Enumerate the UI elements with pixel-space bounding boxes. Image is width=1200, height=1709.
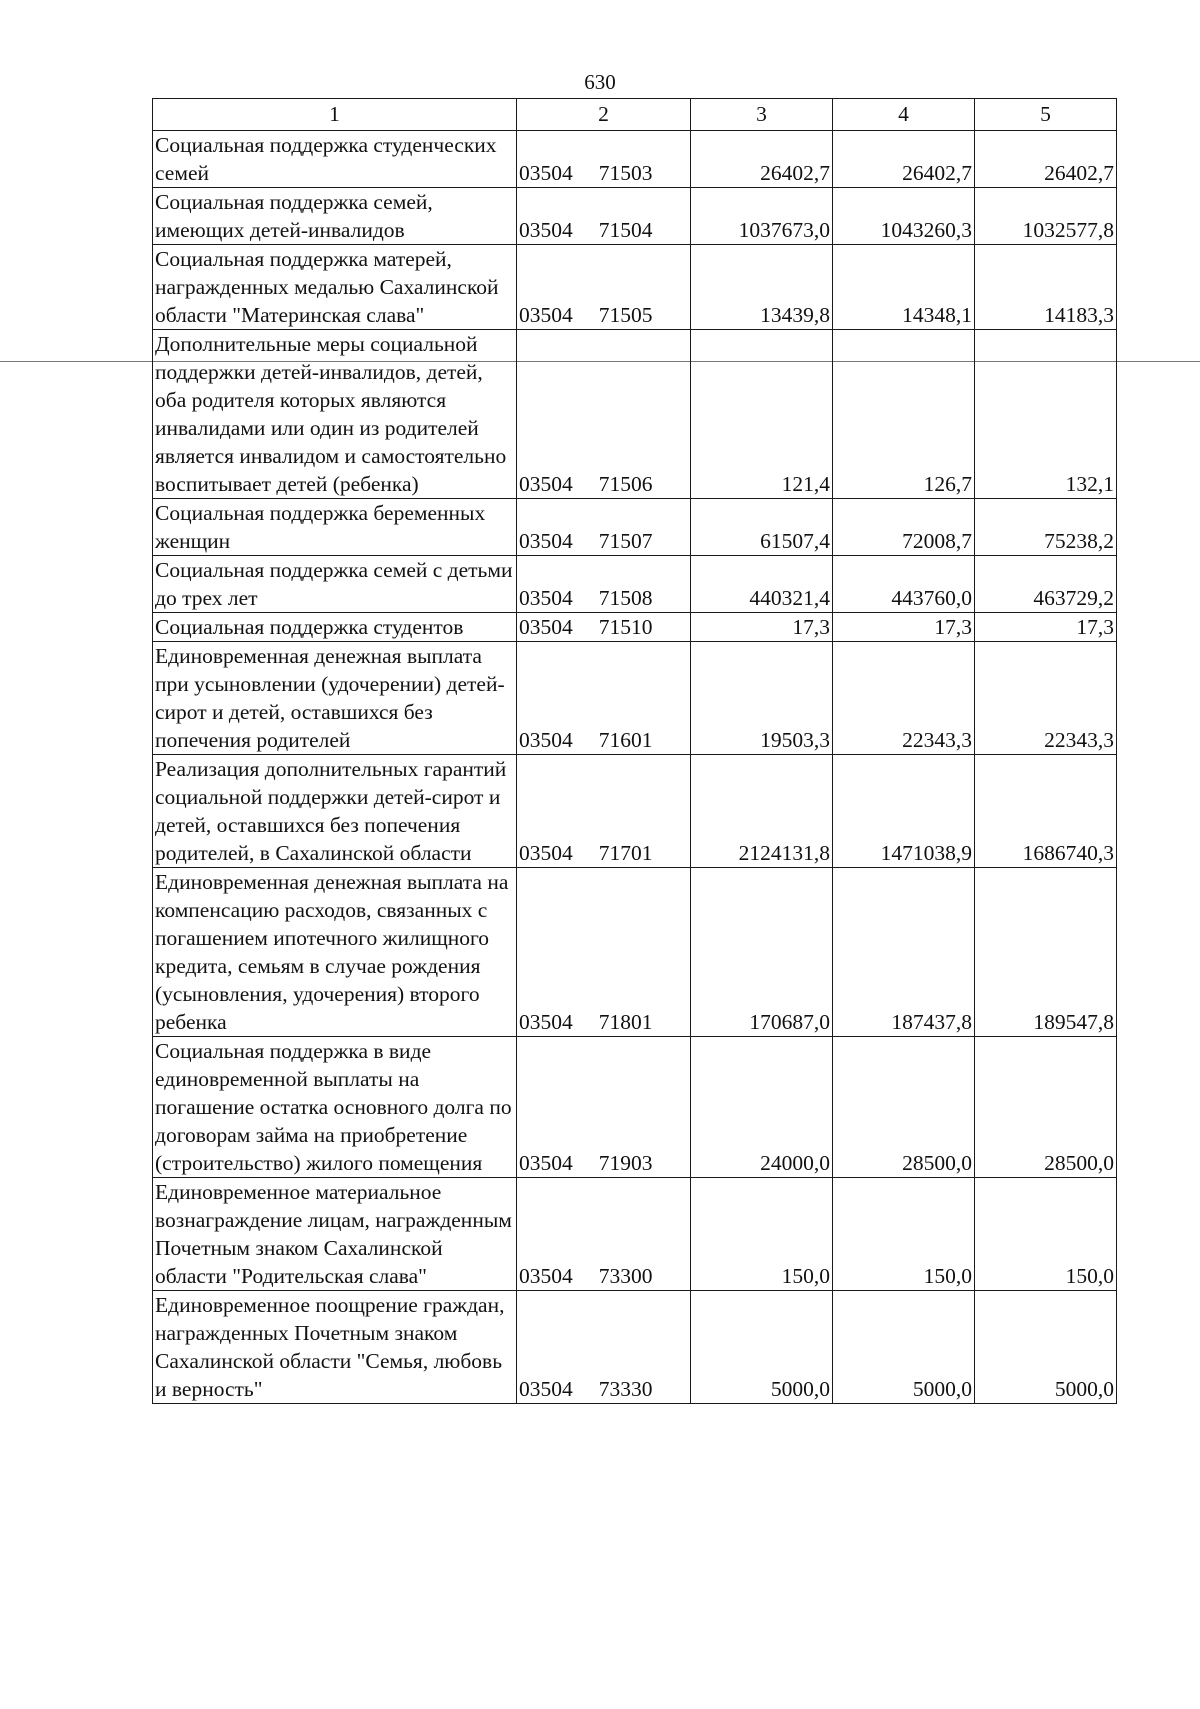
value-v5: 17,3 [975, 613, 1117, 642]
code-section: 03504 [519, 1151, 573, 1175]
value-v3: 121,4 [691, 330, 833, 499]
value-v4: 126,7 [833, 330, 975, 499]
value-v3: 19503,3 [691, 642, 833, 755]
column-header: 5 [975, 99, 1117, 131]
value-v4: 28500,0 [833, 1037, 975, 1178]
value-v4: 14348,1 [833, 245, 975, 330]
row-name: Дополнительные меры социальной поддержки детей-инвалидов, детей, оба родителя которых являются инвалидами или один из родителей является инвалидом и самостоятельно воспитывает детей (ребенка) [153, 330, 517, 499]
row-name: Реализация дополнительных гарантий социальной поддержки детей-сирот и детей, оставшихся без попечения родителей, в Сахалинской области [153, 755, 517, 868]
table-row [153, 868, 1117, 1037]
value-v4: 187437,8 [833, 868, 975, 1037]
value-v3: 24000,0 [691, 1037, 833, 1178]
code-section: 03504 [519, 841, 573, 865]
row-code [517, 642, 691, 755]
value-v4: 17,3 [833, 613, 975, 642]
table-row [153, 131, 1117, 188]
value-v4: 22343,3 [833, 642, 975, 755]
table-row [153, 245, 1117, 330]
value-v3: 61507,4 [691, 499, 833, 556]
row-name: Социальная поддержка студенческих семей [153, 131, 517, 188]
value-v5: 132,1 [975, 330, 1117, 499]
code-article: 71701 [598, 841, 653, 865]
table-row [153, 613, 1117, 642]
row-name: Социальная поддержка матерей, награжденных медалью Сахалинской области "Материнская слава" [153, 245, 517, 330]
code-article: 71505 [598, 303, 653, 327]
code-section: 03504 [519, 728, 573, 752]
code-article: 71504 [598, 218, 653, 242]
row-name: Социальная поддержка студентов [153, 613, 517, 642]
code-section: 03504 [519, 529, 573, 553]
value-v4: 1471038,9 [833, 755, 975, 868]
value-v5: 28500,0 [975, 1037, 1117, 1178]
row-name: Единовременная денежная выплата при усыновлении (удочерении) детей-сирот и детей, оставшихся без попечения родителей [153, 642, 517, 755]
table-row [153, 188, 1117, 245]
code-article: 71507 [598, 529, 653, 553]
code-article: 71510 [598, 615, 653, 639]
code-section: 03504 [519, 1010, 573, 1034]
table-body [153, 131, 1117, 1404]
value-v4: 150,0 [833, 1178, 975, 1291]
row-code [517, 499, 691, 556]
table-row [153, 499, 1117, 556]
row-code [517, 131, 691, 188]
value-v5: 75238,2 [975, 499, 1117, 556]
code-article: 73330 [598, 1377, 653, 1401]
code-section: 03504 [519, 1264, 573, 1288]
code-section: 03504 [519, 303, 573, 327]
value-v5: 1686740,3 [975, 755, 1117, 868]
table-row [153, 1178, 1117, 1291]
value-v5: 189547,8 [975, 868, 1117, 1037]
row-code [517, 188, 691, 245]
value-v3: 2124131,8 [691, 755, 833, 868]
row-name: Социальная поддержка в виде единовременной выплаты на погашение остатка основного долга по договорам займа на приобретение (строительство) жилого помещения [153, 1037, 517, 1178]
page-number: 630 [584, 70, 616, 94]
value-v5: 1032577,8 [975, 188, 1117, 245]
table-row [153, 1037, 1117, 1178]
row-code [517, 1037, 691, 1178]
code-article: 71903 [598, 1151, 653, 1175]
row-name: Единовременное материальное вознаграждение лицам, награжденным Почетным знаком Сахалинской области "Родительская слава" [153, 1178, 517, 1291]
row-name: Единовременная денежная выплата на компенсацию расходов, связанных с погашением ипотечного жилищного кредита, семьям в случае рождения (усыновления, удочерения) второго ребенка [153, 868, 517, 1037]
value-v5: 463729,2 [975, 556, 1117, 613]
budget-table [152, 98, 1117, 1404]
code-section: 03504 [519, 161, 573, 185]
value-v4: 26402,7 [833, 131, 975, 188]
column-header: 3 [691, 99, 833, 131]
code-article: 71506 [598, 472, 653, 496]
value-v5: 5000,0 [975, 1291, 1117, 1404]
table-row [153, 755, 1117, 868]
value-v3: 150,0 [691, 1178, 833, 1291]
row-code [517, 1178, 691, 1291]
column-header: 2 [517, 99, 691, 131]
value-v3: 1037673,0 [691, 188, 833, 245]
code-section: 03504 [519, 218, 573, 242]
value-v4: 72008,7 [833, 499, 975, 556]
code-section: 03504 [519, 472, 573, 496]
value-v5: 26402,7 [975, 131, 1117, 188]
row-code [517, 556, 691, 613]
value-v4: 443760,0 [833, 556, 975, 613]
row-name: Социальная поддержка беременных женщин [153, 499, 517, 556]
row-code [517, 755, 691, 868]
table-row [153, 330, 1117, 499]
code-section: 03504 [519, 586, 573, 610]
value-v5: 14183,3 [975, 245, 1117, 330]
value-v3: 440321,4 [691, 556, 833, 613]
code-article: 73300 [598, 1264, 653, 1288]
value-v4: 5000,0 [833, 1291, 975, 1404]
code-section: 03504 [519, 1377, 573, 1401]
value-v5: 22343,3 [975, 642, 1117, 755]
table-row [153, 556, 1117, 613]
value-v3: 13439,8 [691, 245, 833, 330]
value-v3: 26402,7 [691, 131, 833, 188]
value-v5: 150,0 [975, 1178, 1117, 1291]
row-name: Социальная поддержка семей, имеющих детей-инвалидов [153, 188, 517, 245]
value-v4: 1043260,3 [833, 188, 975, 245]
table-row [153, 1291, 1117, 1404]
code-article: 71508 [598, 586, 653, 610]
row-code [517, 613, 691, 642]
row-code [517, 245, 691, 330]
table-row [153, 642, 1117, 755]
column-header: 1 [153, 99, 517, 131]
code-article: 71601 [598, 728, 653, 752]
row-code [517, 868, 691, 1037]
column-header: 4 [833, 99, 975, 131]
row-name: Социальная поддержка семей с детьми до трех лет [153, 556, 517, 613]
value-v3: 170687,0 [691, 868, 833, 1037]
value-v3: 17,3 [691, 613, 833, 642]
row-code [517, 330, 691, 499]
code-article: 71503 [598, 161, 653, 185]
header-row [153, 99, 1117, 131]
row-name: Единовременное поощрение граждан, награжденных Почетным знаком Сахалинской области "Семья, любовь и верность" [153, 1291, 517, 1404]
code-article: 71801 [598, 1010, 653, 1034]
code-section: 03504 [519, 615, 573, 639]
row-code [517, 1291, 691, 1404]
value-v3: 5000,0 [691, 1291, 833, 1404]
